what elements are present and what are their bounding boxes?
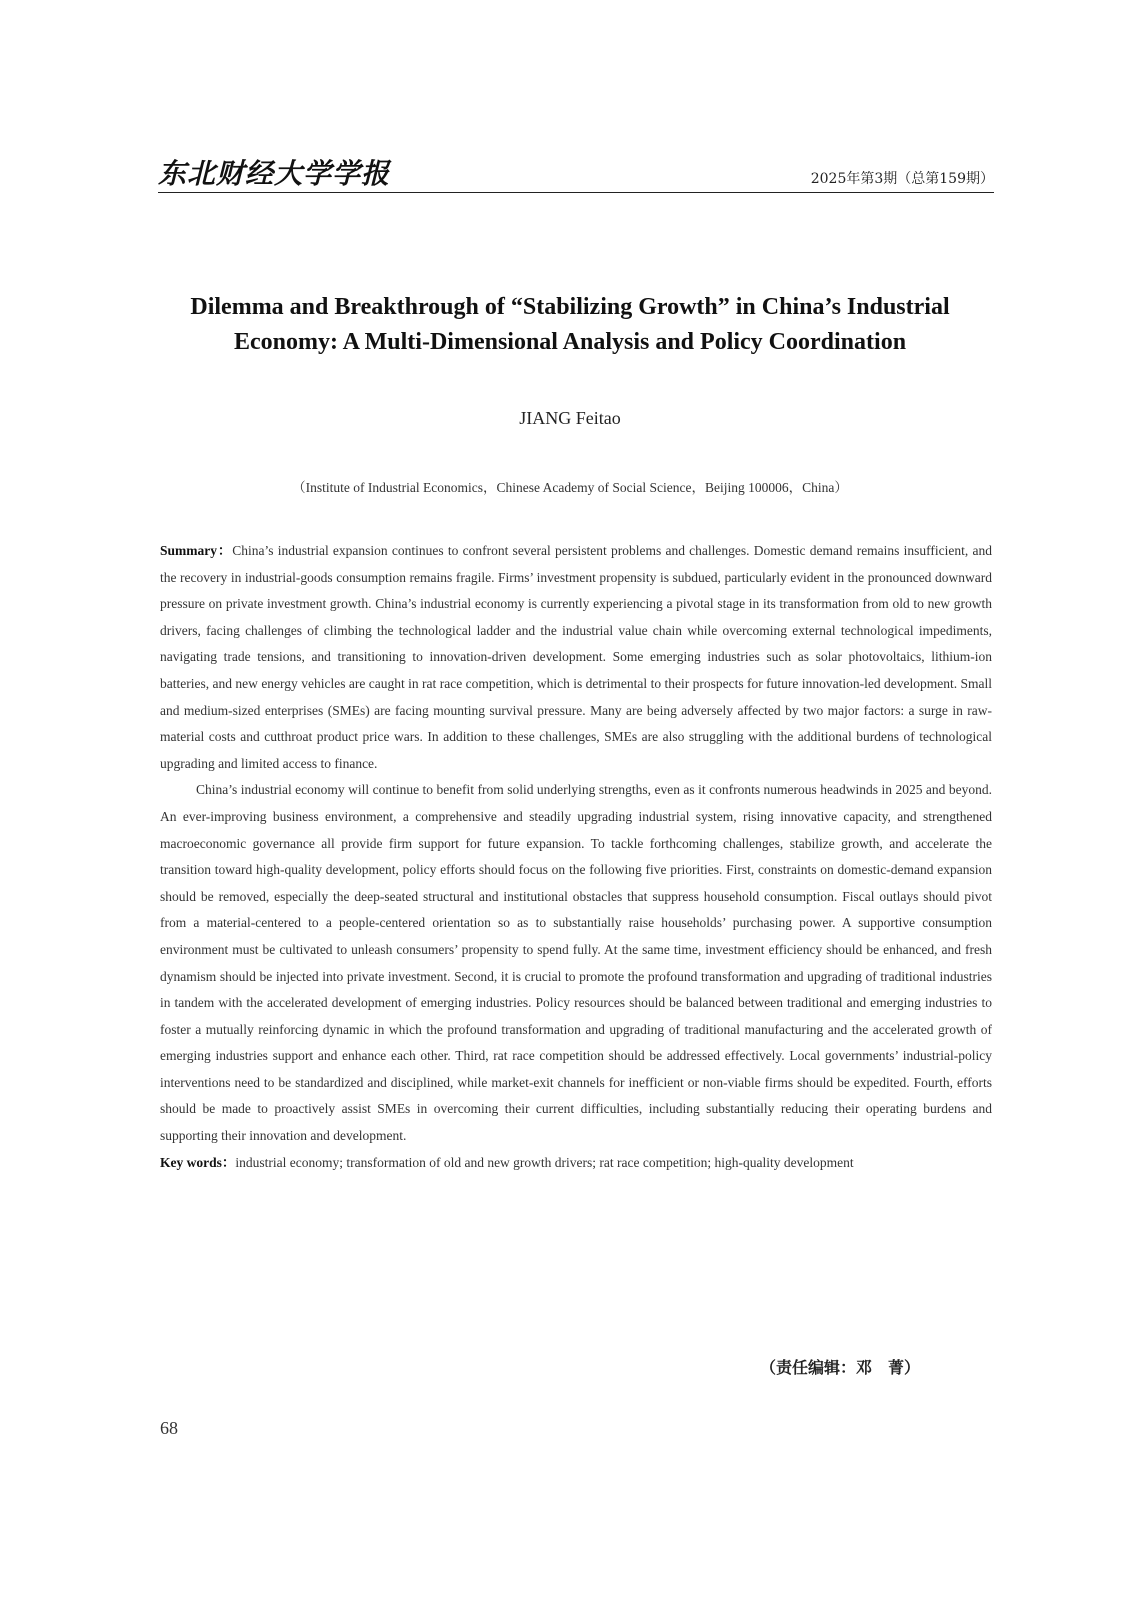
article-title [140, 290, 1000, 360]
author-name: JIANG Feitao [519, 408, 621, 428]
editor-note: （责任编辑：邓 菁） [760, 1358, 921, 1377]
journal-name: 东北财经大学学报 [158, 157, 391, 190]
journal-header [158, 150, 994, 193]
abstract [160, 538, 992, 1176]
author-affiliation: （Institute of Industrial Economics，Chinese Academy of Social Science，Beijing 100006，China） [292, 480, 848, 495]
summary-paragraph [160, 538, 992, 777]
keywords-text: industrial economy; transformation of old and new growth drivers; rat race competition; high-quality development [235, 1154, 854, 1170]
keywords-label: Key words： [160, 1154, 236, 1170]
page-number: 68 [160, 1418, 178, 1438]
summary-paragraph-2: China’s industrial economy will continue to benefit from solid underlying strengths, even as it confronts numerous headwinds in 2025 and beyond. An ever-improving business environment, a comprehensive and steadily upgrading industrial system, rising innovative capacity, and strengthened macroeconomic governance all provide firm support for future expansion. To tackle forthcoming challenges, stabilize growth, and accelerate the transition toward high-quality development, policy efforts should focus on the following five priorities. First, constraints on domestic-demand expansion should be removed, especially the deep-seated structural and institutional obstacles that suppress household consumption. Fiscal outlays should pivot from a material-centered to a people-centered orientation so as to substantially raise households’ purchasing power. A supportive consumption environment must be cultivated to unleash consumers’ propensity to spend fully. At the same time, investment efficiency should be enhanced, and fresh dynamism should be injected into private investment. Second, it is crucial to promote the profound transformation and upgrading of traditional industries in tandem with the accelerated development of emerging industries. Policy resources should be balanced between traditional and emerging industries to foster a mutually reinforcing dynamic in which the profound transformation and upgrading of traditional manufacturing and the accelerated growth of emerging industries support and enhance each other. Third, rat race competition should be addressed effectively. Local governments’ industrial-policy interventions need to be standardized and disciplined, while market-exit channels for inefficient or non-viable firms should be expedited. Fourth, efforts should be made to proactively assist SMEs in overcoming their current difficulties, including substantially reducing their operating burdens and supporting their innovation and development. [160, 782, 992, 1144]
summary-label: Summary： [160, 543, 233, 558]
title-line-2: Economy: A Multi-Dimensional Analysis and Policy Coordination [233, 329, 907, 355]
title-line-1: Dilemma and Breakthrough of “Stabilizing Growth” in China’s Industrial [190, 294, 950, 320]
summary-text-1: China’s industrial expansion continues to confront several persistent problems and challenges. Domestic demand remains insufficient, and the recovery in industrial-goods consumption remains fragile. Firms’ investment propensity is subdued, particularly evident in the pronounced downward pressure on private investment growth. China’s industrial economy is currently experiencing a pivotal stage in its transformation from old to new growth drivers, facing challenges of climbing the technological ladder and the industrial value chain while overcoming external technological impediments, navigating trade tensions, and transitioning to innovation-driven development. Some emerging industries such as solar photovoltaics, lithium-ion batteries, and new energy vehicles are caught in rat race competition, which is detrimental to their prospects for future innovation-led development. Small and medium-sized enterprises (SMEs) are facing mounting survival pressure. Many are being adversely affected by two major factors: a surge in raw-material costs and cutthroat product price wars. In addition to these challenges, SMEs are also struggling with the additional burdens of technological upgrading and limited access to finance. [160, 543, 992, 771]
keywords-paragraph [160, 1150, 992, 1177]
issue-info: 2025年第3期（总第159期） [810, 171, 994, 187]
